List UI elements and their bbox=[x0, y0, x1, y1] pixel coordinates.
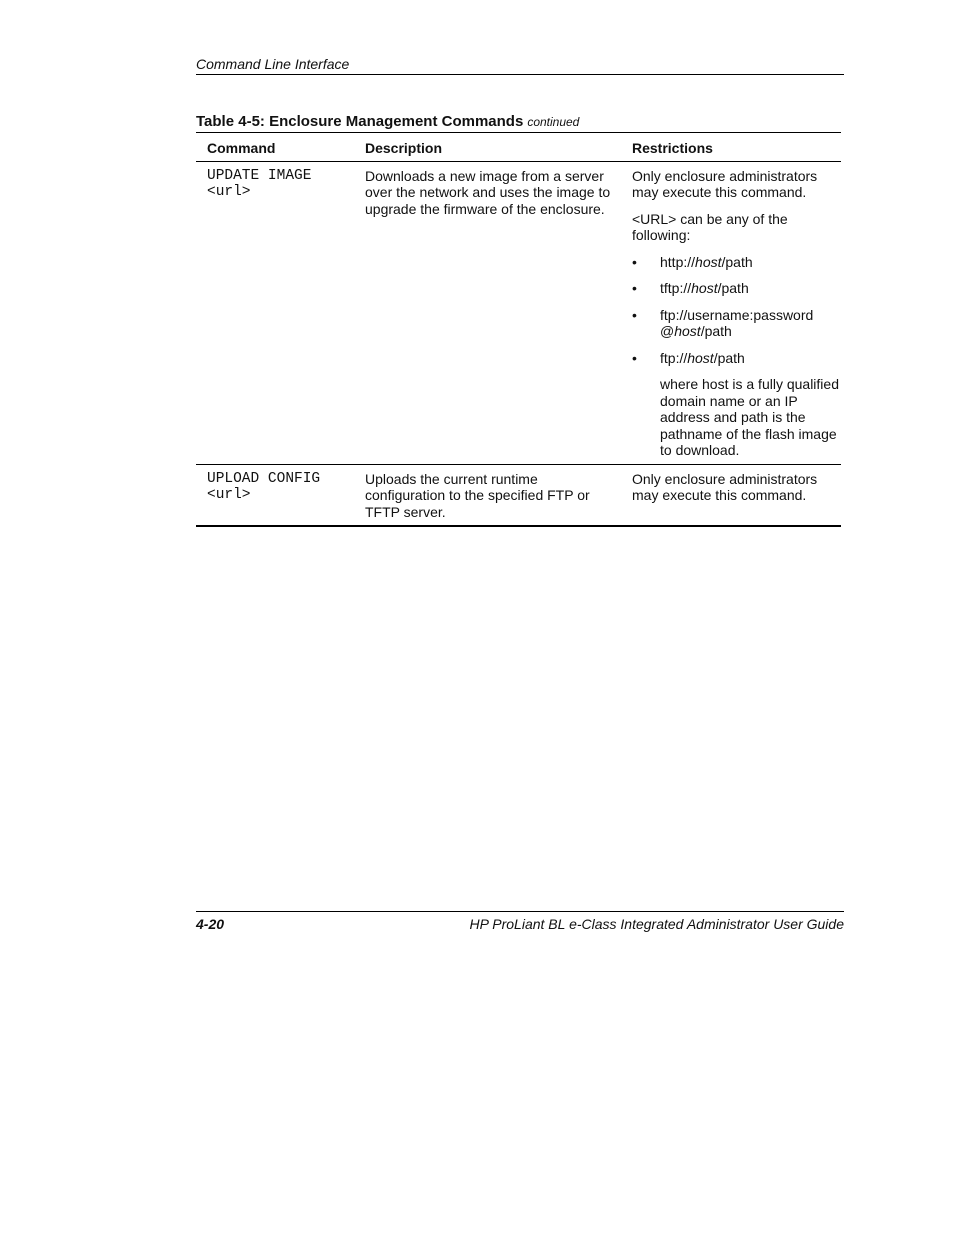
table-header-row bbox=[196, 133, 841, 162]
description-cell: Downloads a new image from a server over the network and uses the image to upgrade the firmware of the enclosure. bbox=[354, 161, 621, 464]
list-item: • tftp://host/path bbox=[632, 280, 841, 297]
list-item: • ftp://username:password @host/path bbox=[632, 307, 841, 340]
command-name: UPDATE IMAGE bbox=[207, 167, 312, 184]
command-cell bbox=[196, 464, 354, 526]
url-intro-text: <URL> can be any of the following: bbox=[632, 210, 788, 243]
table-caption-continued: continued bbox=[527, 115, 580, 129]
table-row bbox=[196, 464, 841, 526]
command-name: UPLOAD CONFIG bbox=[207, 470, 321, 487]
running-header: Command Line Interface bbox=[196, 56, 844, 75]
list-item: • http://host/path bbox=[632, 254, 841, 271]
table-caption bbox=[196, 113, 841, 130]
command-argument: <url> bbox=[207, 487, 251, 503]
page-number: 4-20 bbox=[196, 916, 225, 932]
command-argument: <url> bbox=[207, 184, 251, 200]
guide-title: HP ProLiant BL e-Class Integrated Administrator User Guide bbox=[469, 916, 844, 932]
restrictions-cell bbox=[621, 161, 841, 464]
table-row bbox=[196, 161, 841, 464]
column-header-command: Command bbox=[196, 133, 354, 162]
command-cell bbox=[196, 161, 354, 464]
url-note-text: where host is a fully qualified domain name or an IP address and path is the pathname of the flash image to download. bbox=[660, 376, 839, 458]
list-item: • ftp://host/path bbox=[632, 350, 841, 367]
restrictions-cell: Only enclosure administrators may execute this command. bbox=[632, 470, 818, 503]
restriction-text: Only enclosure administrators may execute this command. bbox=[632, 167, 818, 200]
enclosure-commands-table bbox=[196, 132, 841, 527]
column-header-description: Description bbox=[354, 133, 621, 162]
column-header-restrictions: Restrictions bbox=[621, 133, 841, 162]
table-caption-title: Table 4-5: Enclosure Management Commands bbox=[196, 113, 524, 130]
url-options-list bbox=[632, 254, 841, 367]
description-cell: Uploads the current runtime configuration to the specified FTP or TFTP server. bbox=[365, 470, 590, 520]
page-footer bbox=[196, 911, 844, 932]
